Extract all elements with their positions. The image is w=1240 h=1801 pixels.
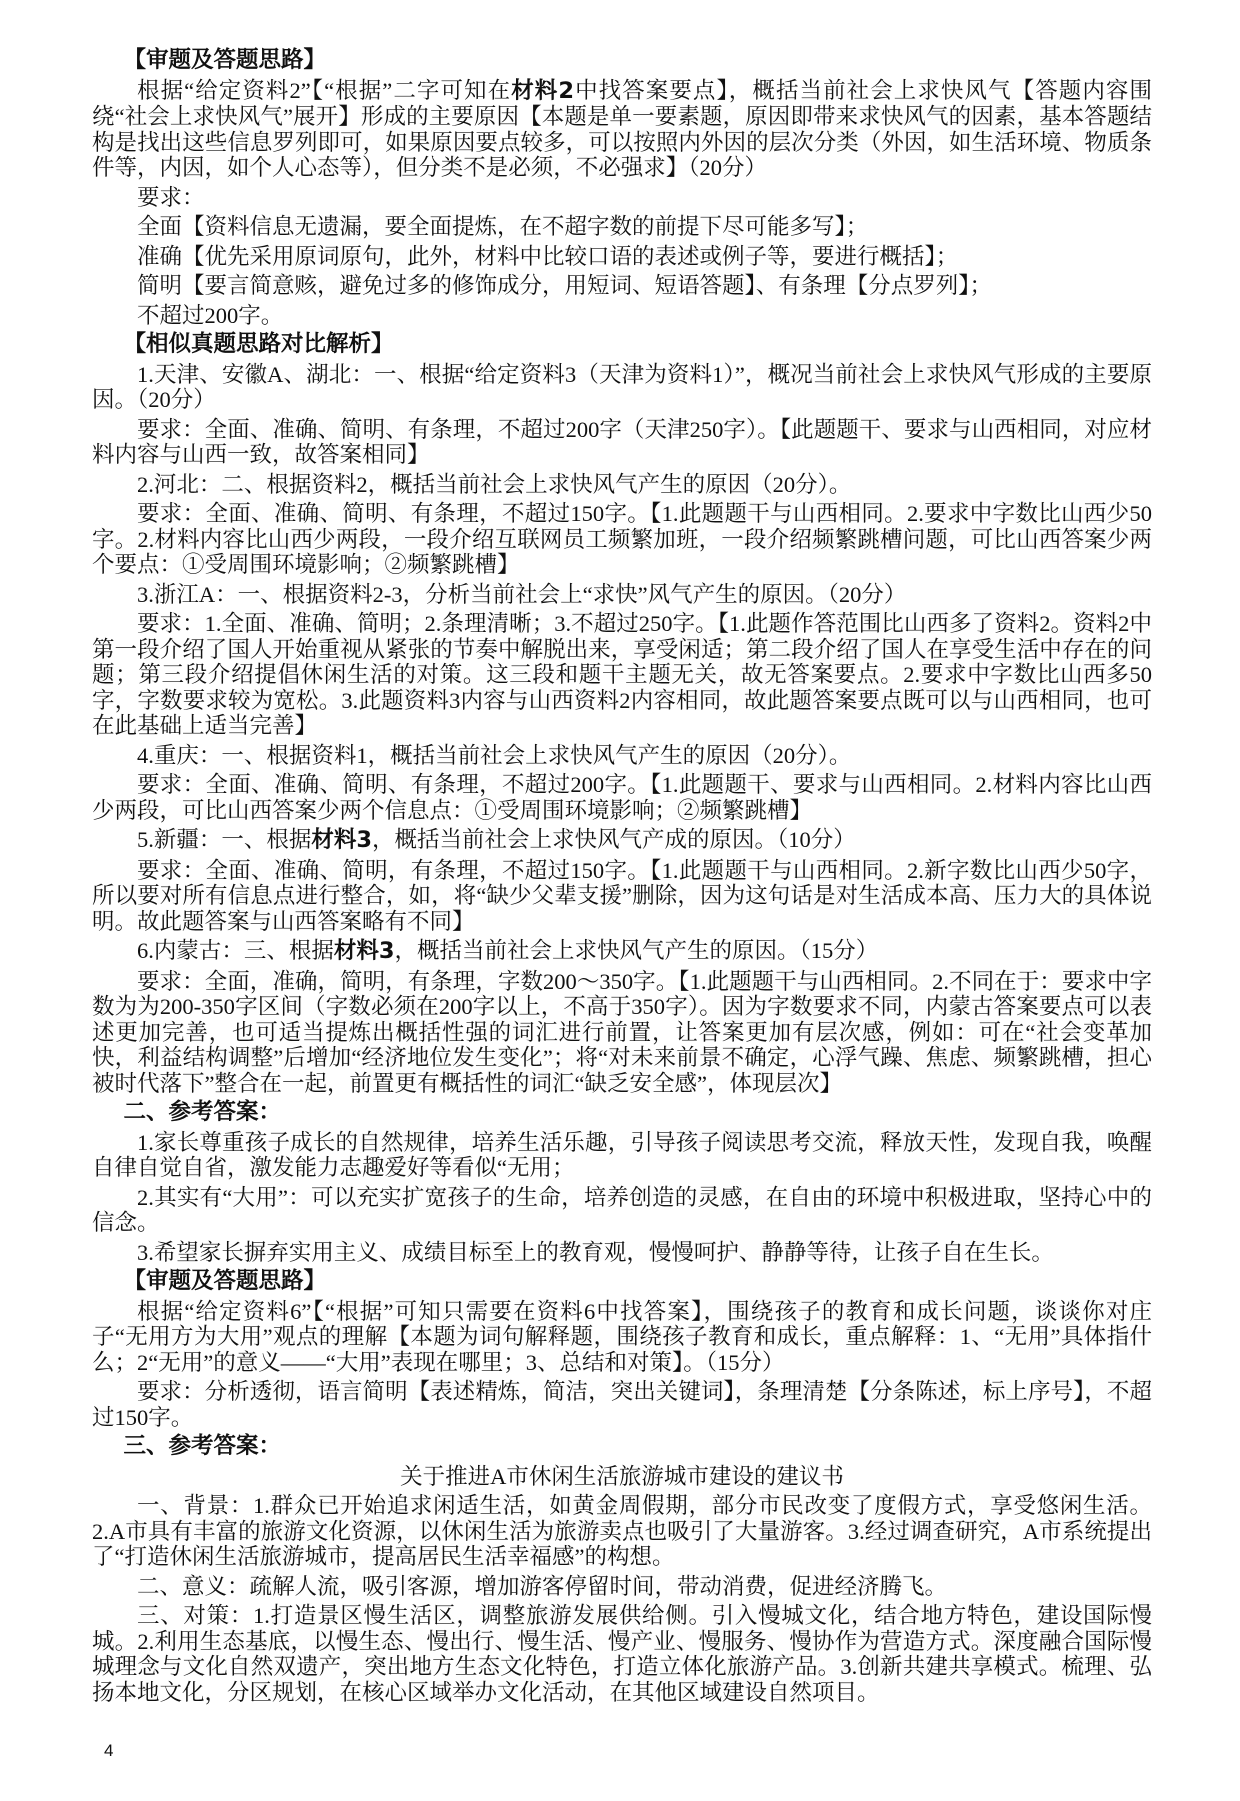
question-requirement: 要求：全面、准确、简明、有条理，不超过200字。【1.此题题干、要求与山西相同。2.材料内容比山西少两段，可比山西答案少两个信息点：①受周围环境影响；②频繁跳槽】 xyxy=(92,772,1152,823)
question-item: 1.天津、安徽A、湖北：一、根据“给定资料3（天津为资料1）”，概况当前社会上求快风气形成的主要原因。（20分） xyxy=(92,361,1152,412)
bold-text: 材料3 xyxy=(311,827,373,853)
requirement-line: 不超过200字。 xyxy=(137,302,284,328)
question-item: 4.重庆：一、根据资料1，概括当前社会上求快风气产生的原因（20分）。 xyxy=(137,742,852,768)
section-heading: 【审题及答题思路】 xyxy=(123,1268,327,1294)
section-heading: 【相似真题思路对比解析】 xyxy=(123,331,394,357)
text-segment: ，概括当前社会上求快风气产生的原因。（15分） xyxy=(394,938,879,963)
requirement-line: 全面【资料信息无遗漏，要全面提炼，在不超字数的前提下尽可能多写】； xyxy=(137,214,869,239)
text-segment: 6.内蒙古：三、根据 xyxy=(137,938,334,963)
text-segment: 根据“给定资料2”【“根据”二字可知在 xyxy=(137,77,512,103)
requirement-line: 准确【优先采用原词原句，此外，材料中比较口语的表述或例子等，要进行概括】； xyxy=(137,243,959,269)
requirement-line: 简明【要言简意赅，避免过多的修饰成分，用短词、短语答题】、有条理【分点罗列】； xyxy=(137,273,993,298)
proposal-paragraph: 三、对策：1.打造景区慢生活区，调整旅游发展供给侧。引入慢城文化，结合地方特色，建设国际慢城。2.利用生态基底，以慢生态、慢出行、慢生活、慢产业、慢服务、慢协作为营造方式。深度融合国际慢城理念与文化自然双遗产，突出地方生态文化特色，打造立体化旅游产品。3.创新共建共享模式。梳理、弘扬本地文化，分区规划，在核心区域举办文化活动，在其他区域建设自然项目。 xyxy=(92,1603,1152,1705)
text-segment: 中找答案要点】，概括当前社会上求快风气【答题内容围绕“社会上求快风气”展开】形成的主要原因【本题是单一要素题，原因即带来求快风气的因素，基本答题结构是找出这些信息罗列即可，如果原因要点较多，可以按照内外因的层次分类（外因，如生活环境、物质条件等，内因，如个人心态等），但分类不是必须，不必强求】（20分） xyxy=(92,77,1152,180)
question-requirement: 要求：全面、准确、简明、有条理，不超过200字（天津250字）。【此题题干、要求与山西相同，对应材料内容与山西一致，故答案相同】 xyxy=(92,416,1152,467)
section-heading: 三、参考答案： xyxy=(123,1433,282,1459)
answer-item: 3.希望家长摒弃实用主义、成绩目标至上的教育观，慢慢呵护、静静等待，让孩子自在生长。 xyxy=(137,1239,1054,1265)
answer-item: 2.其实有“大用”：可以充实扩宽孩子的生命，培养创造的灵感，在自由的环境中积极进取，坚持心中的信念。 xyxy=(92,1184,1152,1235)
proposal-title: 关于推进A市休闲生活旅游城市建设的建议书 xyxy=(400,1463,844,1489)
answer-item: 1.家长尊重孩子成长的自然规律，培养生活乐趣，引导孩子阅读思考交流，释放天性，发现自我，唤醒自律自觉自省，激发能力志趣爱好等看似“无用； xyxy=(92,1129,1152,1180)
requirement-line: 要求：分析透彻，语言简明【表述精炼，简洁，突出关键词】，条理清楚【分条陈述，标上序号】，不超过150字。 xyxy=(92,1379,1152,1430)
requirement-line: 要求： xyxy=(137,184,205,210)
analysis-paragraph: 根据“给定资料6”【“根据”可知只需要在资料6中找答案】，围绕孩子的教育和成长问题，谈谈你对庄子“无用方为大用”观点的理解【本题为词句解释题，围绕孩子教育和成长，重点解释：1、“无用”具体指什么；2“无用”的意义——“大用”表现在哪里；3、总结和对策】。（15分） xyxy=(92,1298,1152,1375)
question-item: 3.浙江A：一、根据资料2-3，分析当前社会上“求快”风气产生的原因。（20分） xyxy=(137,581,907,607)
proposal-paragraph: 一、背景：1.群众已开始追求闲适生活，如黄金周假期，部分市民改变了度假方式，享受悠闲生活。2.A市具有丰富的旅游文化资源，以休闲生活为旅游卖点也吸引了大量游客。3.经过调查研究，A市系统提出了“打造休闲生活旅游城市，提高居民生活幸福感”的构想。 xyxy=(92,1493,1152,1569)
section-heading: 二、参考答案： xyxy=(123,1099,282,1125)
question-requirement: 要求：全面、准确、简明、有条理，不超过150字。【1.此题题干与山西相同。2.要求中字数比山西少50字。2.材料内容比山西少两段，一段介绍互联网员工频繁加班，一段介绍频繁跳槽问题，可比山西答案少两个要点：①受周围环境影响；②频繁跳槽】 xyxy=(92,501,1152,577)
bold-text: 材料3 xyxy=(333,938,395,964)
question-item xyxy=(92,827,1152,854)
proposal-paragraph: 二、意义：疏解人流，吸引客源，增加游客停留时间，带动消费，促进经济腾飞。 xyxy=(137,1573,948,1599)
page-number: 4 xyxy=(104,1741,114,1760)
question-requirement: 要求：全面，准确，简明，有条理，字数200～350字。【1.此题题干与山西相同。2.不同在于：要求中字数为为200-350字区间（字数必须在200字以上，不高于350字）。因为字数要求不同，内蒙古答案要点可以表述更加完善，也可适当提炼出概括性强的词汇进行前置，让答案更加有层次感，例如：可在“社会变革加快，利益结构调整”后增加“经济地位发生变化”；将“对未来前景不确定，心浮气躁、焦虑、频繁跳槽，担心被时代落下”整合在一起，前置更有概括性的词汇“缺乏安全感”，体现层次】 xyxy=(92,968,1152,1096)
analysis-paragraph xyxy=(92,78,1152,181)
question-item: 2.河北：二、根据资料2，概括当前社会上求快风气产生的原因（20分）。 xyxy=(137,471,852,497)
text-segment: 5.新疆：一、根据 xyxy=(137,827,312,852)
section-heading: 【审题及答题思路】 xyxy=(123,47,327,73)
question-requirement: 要求：全面、准确、简明，有条理，不超过150字。【1.此题题干与山西相同。2.新字数比山西少50字，所以要对所有信息点进行整合，如，将“缺少父辈支援”删除，因为这句话是对生活成本高、压力大的具体说明。故此题答案与山西答案略有不同】 xyxy=(92,857,1152,934)
bold-text: 材料2 xyxy=(511,77,574,104)
text-segment: ，概括当前社会上求快风气产成的原因。（10分） xyxy=(372,827,856,852)
question-requirement: 要求：1.全面、准确、简明；2.条理清晰；3.不超过250字。【1.此题作答范围比山西多了资料2。资料2中第一段介绍了国人开始重视从紧张的节奏中解脱出来，享受闲适；第二段介绍了国人在享受生活中存在的问题；第三段介绍提倡休闲生活的对策。这三段和题干主题无关，故无答案要点。2.要求中字数比山西多50字，字数要求较为宽松。3.此题资料3内容与山西资料2内容相同，故此题答案要点既可以与山西相同，也可在此基础上适当完善】 xyxy=(92,611,1152,738)
question-item xyxy=(92,938,1152,965)
